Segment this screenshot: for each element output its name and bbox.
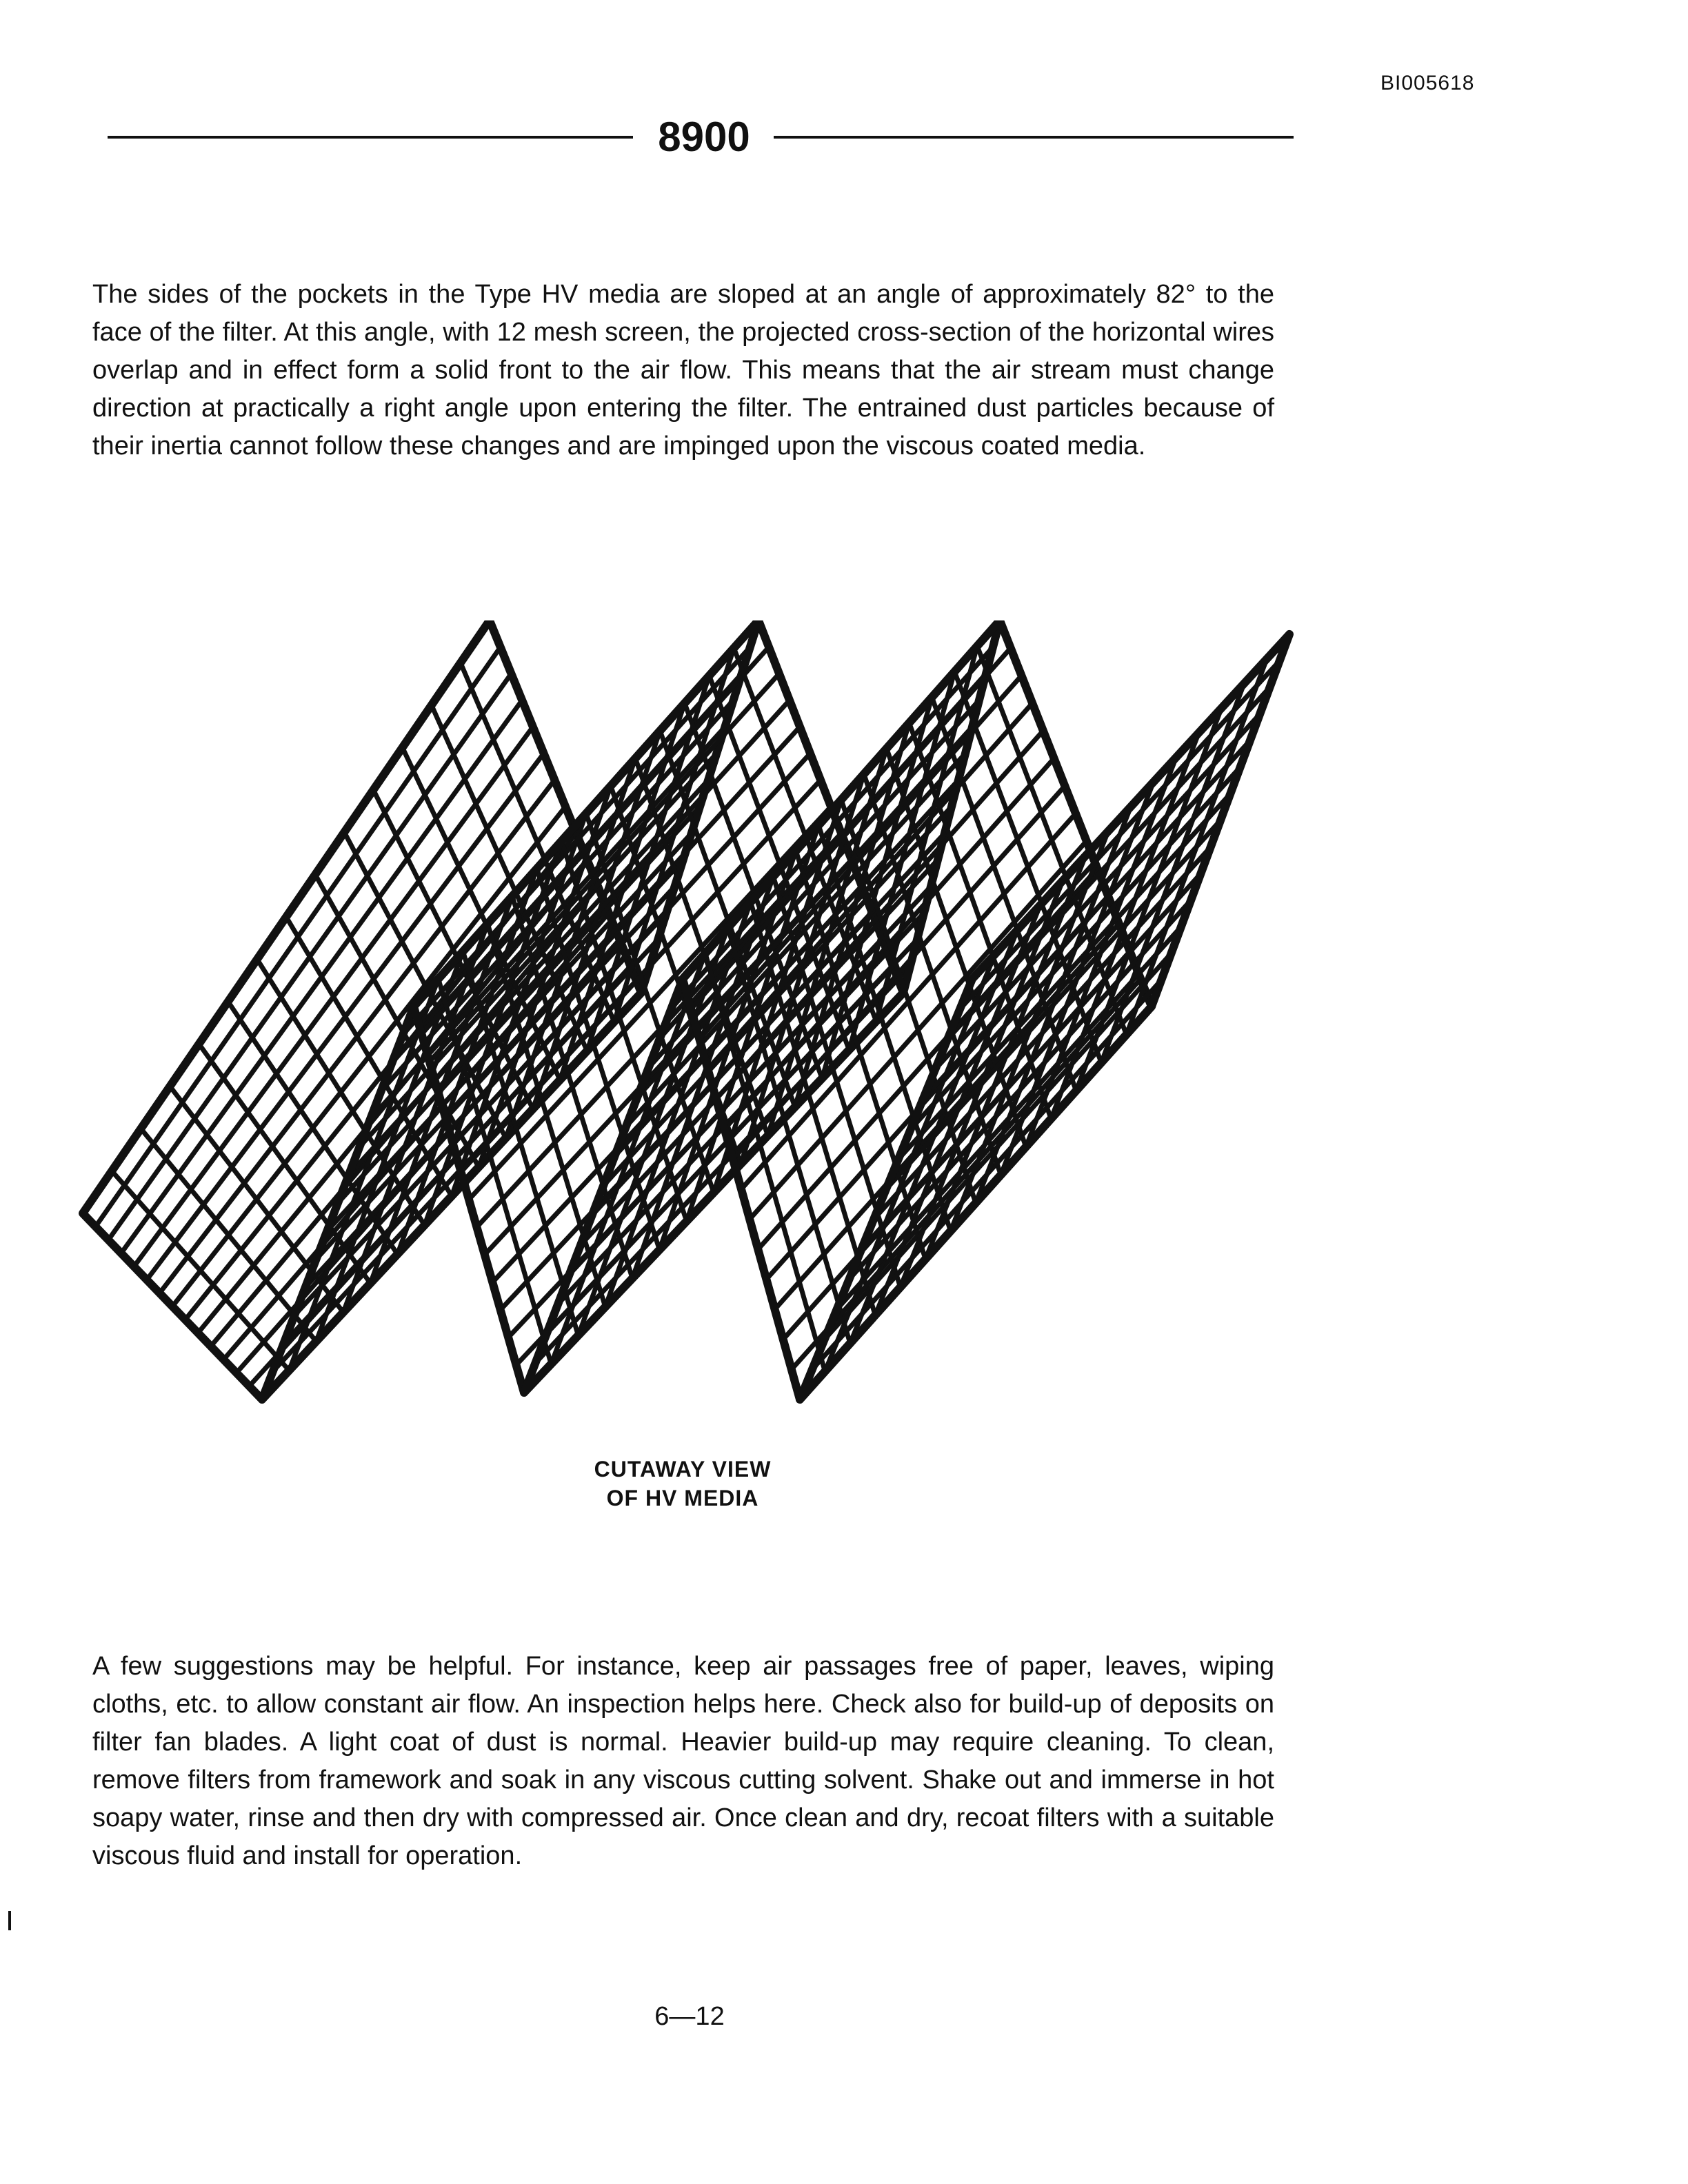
- mesh-wire: [960, 661, 1280, 1009]
- mesh-wire: [1101, 683, 1244, 1062]
- page-header: [108, 110, 1294, 165]
- margin-mark: [8, 1911, 11, 1930]
- figure-caption-line-1: CUTAWAY VIEW: [594, 1457, 772, 1482]
- mesh-wire: [1127, 659, 1267, 1035]
- figure-caption-line-2: OF HV MEDIA: [606, 1486, 759, 1510]
- hv-media-illustration: [76, 620, 1303, 1406]
- header-rule-left: [108, 136, 633, 139]
- page-number: 6—12: [654, 2002, 725, 2031]
- intro-paragraph: The sides of the pockets in the Type HV media are sloped at an angle of approximately 82° to the face of the filter. At this angle, with 12 mesh screen, the projected cross-section of the horizontal wires overlap and in effect form a solid front to the air flow. This means that the air stream must change direction at practically a right angle upon entering the filter. The entrained dust particles because of their inertia cannot follow these changes and are impinged upon the viscous coated media.: [92, 280, 1274, 461]
- figure-caption: [545, 1455, 821, 1513]
- maintenance-paragraph: A few suggestions may be helpful. For instance, keep air passages free of paper, leaves, wiping cloths, etc. to allow constant air flow. An inspection helps here. Check also for build-up of deposits on filter fan blades. A light coat of dust is normal. Heavier build-up may require cleaning. To clean, remove filters from framework and soak in any viscous cutting solvent. Shake out and immerse in hot soapy water, rinse and then dry with compressed air. Once clean and dry, recoat filters with a suitable viscous fluid and install for operation.: [92, 1652, 1274, 1870]
- hv-media-mesh-drawing: [76, 620, 1303, 1406]
- header-rule-right: [774, 136, 1294, 139]
- page-header-title: 8900: [658, 114, 750, 160]
- document-id: BI005618: [1380, 72, 1475, 94]
